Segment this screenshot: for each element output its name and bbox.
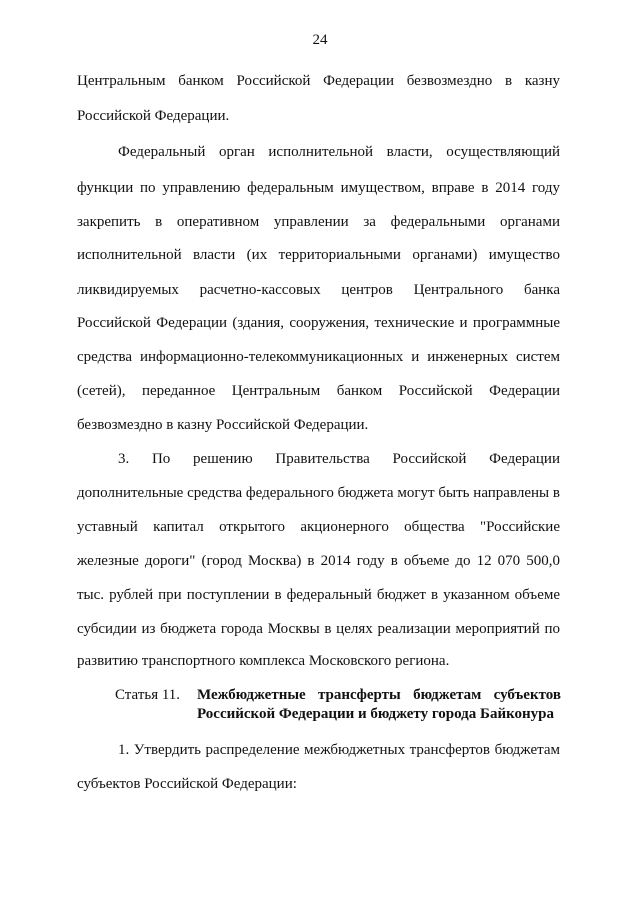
text-line: Российской Федерации (здания, сооружения, технические и программные [77,315,560,331]
article-title-line: Российской Федерации и бюджету города Байконура [197,706,555,722]
text-line: уставный капитал открытого акционерного общества "Российские [77,519,560,535]
text-line: безвозмездно в казну Российской Федерации. [77,417,369,433]
text-line: исполнительной власти (их территориальными органами) имущество [77,247,560,263]
page-number: 24 [312,32,328,48]
text-line: субсидии из бюджета города Москвы в целях реализации мероприятий по [77,621,560,637]
text-line: функции по управлению федеральным имуществом, вправе в 2014 году [77,180,560,196]
text-line: средства информационно-телекоммуникационных и инженерных систем [77,349,560,365]
paragraph-first-line: 1. Утвердить распределение межбюджетных трансфертов бюджетам [118,742,560,758]
text-line: дополнительные средства федерального бюджета могут быть направлены в [77,485,560,501]
text-line: ликвидируемых расчетно-кассовых центров Центрального банка [77,282,560,298]
text-line: развитию транспортного комплекса Московского региона. [77,653,450,669]
article-title-line: Межбюджетные трансферты бюджетам субъектов [197,687,561,703]
text-line: субъектов Российской Федерации: [77,776,297,792]
text-line: железные дороги" (город Москва) в 2014 году в объеме до 12 070 500,0 [77,553,560,569]
article-label: Статья 11. [115,687,181,703]
text-line: (сетей), переданное Центральным банком Российской Федерации [77,383,560,399]
text-line: Российской Федерации. [77,108,230,124]
text-line: закрепить в оперативном управлении за федеральными органами [77,214,560,230]
text-line: Центральным банком Российской Федерации безвозмездно в казну [77,73,560,89]
text-line: тыс. рублей при поступлении в федеральный бюджет в указанном объеме [77,587,560,603]
paragraph-first-line: Федеральный орган исполнительной власти, осуществляющий [118,144,560,160]
paragraph-first-line: 3. По решению Правительства Российской Федерации [118,451,560,467]
